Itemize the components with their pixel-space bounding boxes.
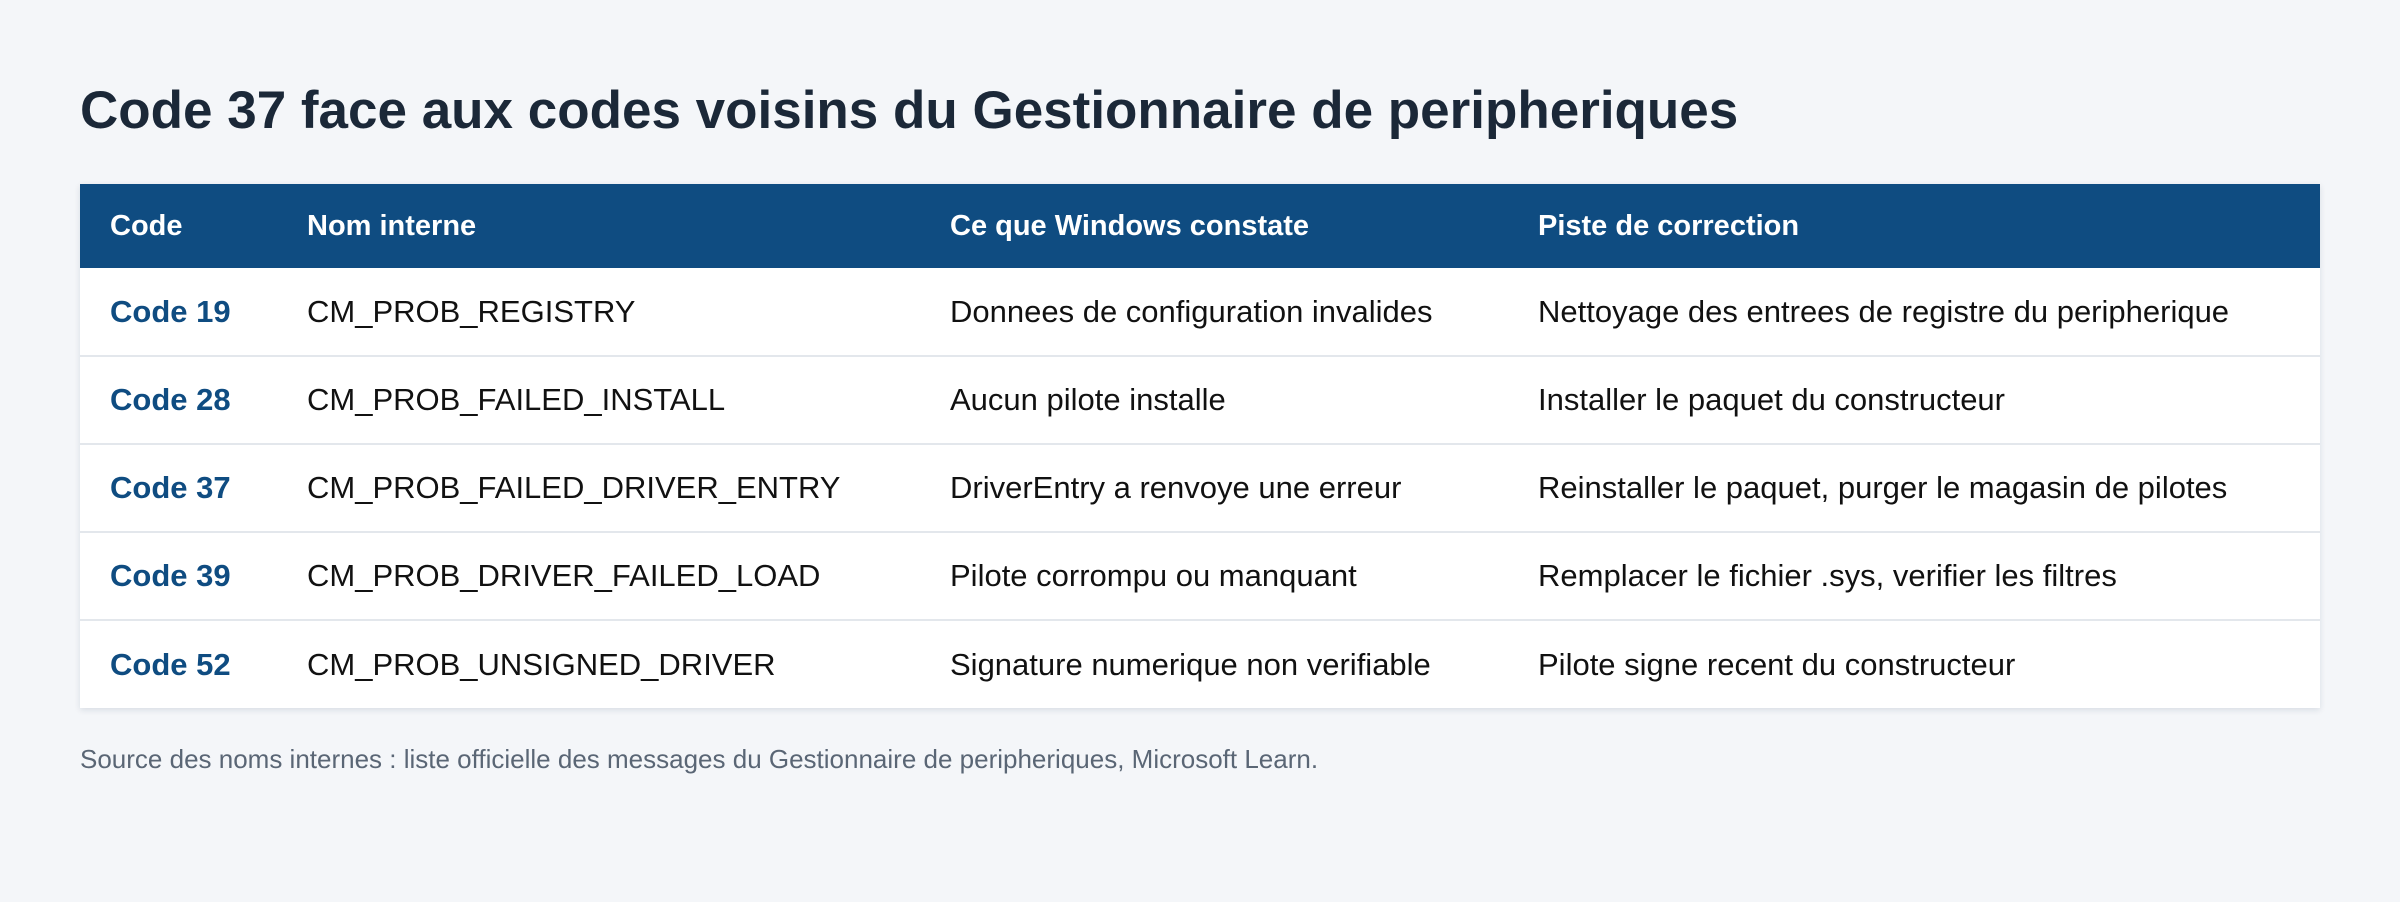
column-header-code: Code [110,209,183,242]
cell-internal-name: CM_PROB_DRIVER_FAILED_LOAD [277,532,920,620]
cell-code: Code 52 [80,620,277,708]
cell-windows-finding: Aucun pilote installe [920,356,1508,444]
cell-fix: Installer le paquet du constructeur [1508,356,2320,444]
page-title: Code 37 face aux codes voisins du Gestionnaire de peripheriques [80,81,1739,140]
cell-windows-finding: Pilote corrompu ou manquant [920,532,1508,620]
cell-internal-name: CM_PROB_REGISTRY [307,293,636,329]
table-row [80,444,2320,532]
column-header-windows-finding: Ce que Windows constate [950,209,1310,242]
table-header [80,184,2320,268]
table-row [80,356,2320,444]
cell-internal-name: CM_PROB_UNSIGNED_DRIVER [277,620,920,708]
cell-code: Code 39 [80,532,277,620]
cell-fix: Pilote signe recent du constructeur [1508,620,2320,708]
cell-windows-finding: Signature numerique non verifiable [920,620,1508,708]
cell-internal-name: CM_PROB_FAILED_DRIVER_ENTRY [277,444,920,532]
cell-fix: Reinstaller le paquet, purger le magasin de pilotes [1508,444,2320,532]
comparison-table-container [80,184,2320,708]
comparison-table [80,184,2320,708]
cell-code: Code 37 [80,444,277,532]
cell-code: Code 28 [80,356,277,444]
cell-internal-name: CM_PROB_FAILED_INSTALL [277,356,920,444]
cell-windows-finding: Donnees de configuration invalides [950,293,1433,329]
source-note: Source des noms internes : liste officielle des messages du Gestionnaire de peripheriques, Microsoft Learn. [80,744,1319,774]
cell-fix: Nettoyage des entrees de registre du peripherique [1538,293,2230,329]
cell-windows-finding: DriverEntry a renvoye une erreur [920,444,1508,532]
column-header-internal-name: Nom interne [307,209,477,242]
table-row [80,268,2320,356]
table-body [80,268,2320,708]
cell-fix: Remplacer le fichier .sys, verifier les filtres [1508,532,2320,620]
column-header-fix: Piste de correction [1538,209,1800,242]
cell-code: Code 19 [110,293,231,329]
table-row [80,532,2320,620]
table-row [80,620,2320,708]
table-header-row [80,184,2320,268]
